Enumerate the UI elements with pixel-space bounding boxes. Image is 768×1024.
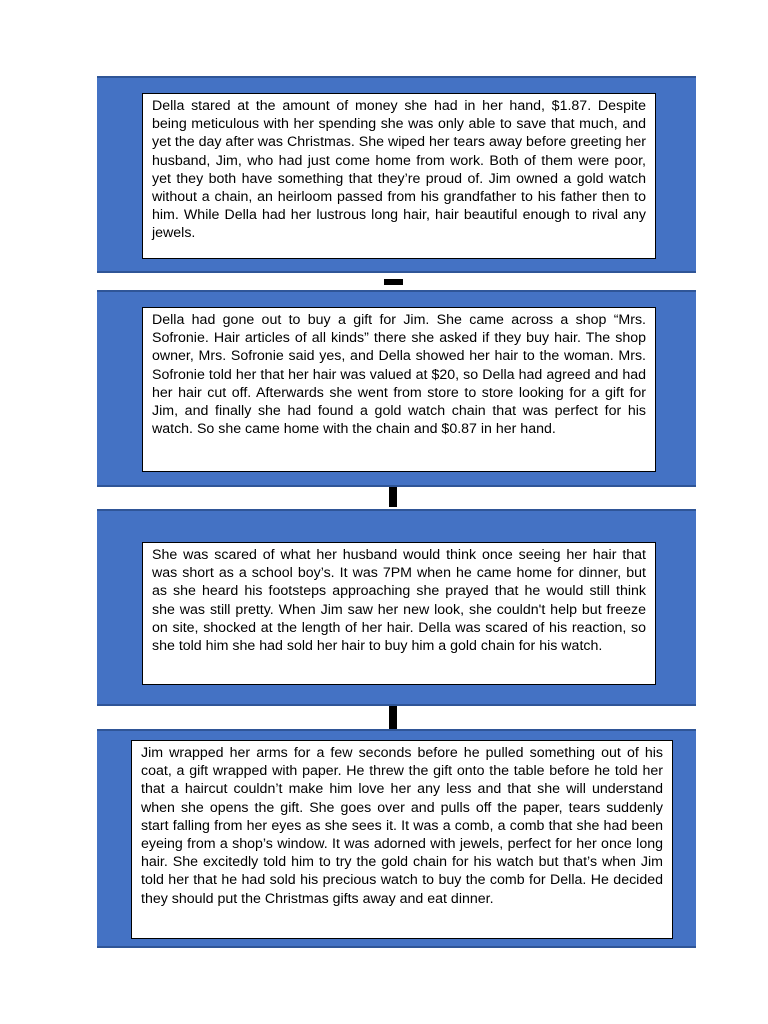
connector-2 <box>389 487 397 507</box>
connector-1 <box>384 279 403 285</box>
story-textbox-2: Della had gone out to buy a gift for Jim. She came across a shop “Mrs. Sofronie. Hair articles of all kinds” there she asked if they buy hair. The shop owner, Mrs. Sofronie said yes, and Della showed her hair to the woman. Mrs. Sofronie told her that her hair was valued at $20, so Della had agreed and had her hair cut off. Afterwards she went from store to store looking for a gift for Jim, and finally she had found a gold watch chain that was perfect for his watch. So she came home with the chain and $0.87 in her hand. <box>142 307 656 472</box>
connector-3 <box>389 706 397 730</box>
story-textbox-4: Jim wrapped her arms for a few seconds before he pulled something out of his coat, a gift wrapped with paper. He threw the gift onto the table before he told her that a haircut couldn’t make him love her any less and that she will understand when she opens the gift. She goes over and pulls off the paper, tears suddenly start falling from her eyes as she sees it. It was a comb, a comb that she had been eyeing from a shop’s window. It was adorned with jewels, perfect for her once long hair. She excitedly told him to try the gold chain for his watch but that’s when Jim told her that he had sold his precious watch to buy the comb for Della. He decided they should put the Christmas gifts away and eat dinner. <box>131 740 673 939</box>
story-textbox-3: She was scared of what her husband would think once seeing her hair that was short as a school boy’s. It was 7PM when he came home for dinner, but as she heard his footsteps approaching she prayed that he would still think she was still pretty. When Jim saw her new look, she couldn't help but freeze on site, shocked at the length of her hair. Della was scared of his reaction, so she told him she had sold her hair to buy him a gold chain for his watch. <box>142 542 656 685</box>
story-panel-4 <box>97 729 696 948</box>
story-panel-3 <box>97 509 696 706</box>
story-textbox-1: Della stared at the amount of money she had in her hand, $1.87. Despite being meticulous with her spending she was only able to save that much, and yet the day after was Christmas. She wiped her tears away before greeting her husband, Jim, who had just come home from work. Both of them were poor, yet they both have something that they’re proud of. Jim owned a gold watch without a chain, an heirloom passed from his grandfather to his father then to him. While Della had her lustrous long hair, hair beautiful enough to rival any jewels. <box>142 93 656 259</box>
story-panel-1 <box>97 76 696 273</box>
story-panel-2 <box>97 290 696 487</box>
